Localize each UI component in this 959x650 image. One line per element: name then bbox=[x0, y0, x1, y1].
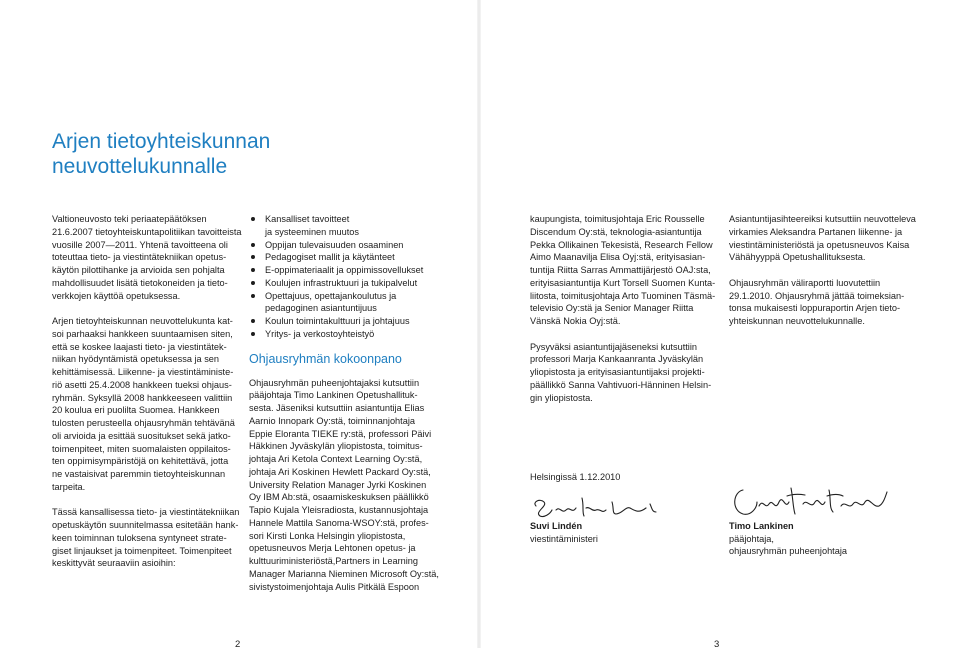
text-line: Pekka Ollikainen Tekesistä, Research Fellow bbox=[530, 239, 713, 250]
signatory-name: Suvi Lindén bbox=[530, 521, 583, 531]
column-4 bbox=[729, 213, 929, 341]
text-line: yhteiskunnan neuvottelukunnalle. bbox=[729, 316, 865, 326]
section-heading: Ohjausryhmän kokoonpano bbox=[249, 351, 402, 366]
paragraph bbox=[52, 315, 235, 494]
text-line: pääjohtaja Timo Lankinen Opetushallituk- bbox=[249, 390, 418, 401]
text-line: Ohjausryhmän puheenjohtajaksi kutsuttiin bbox=[249, 377, 420, 388]
text-line: että se koskee laajasti tieto- ja viestintätek- bbox=[52, 341, 227, 352]
text-line: yliopistosta ja erityisasiantuntijaksi projekti- bbox=[530, 367, 705, 377]
text-line: oli arvioida ja esittää suositukset sekä jatko- bbox=[52, 430, 231, 441]
paragraph bbox=[52, 506, 240, 570]
text-line: Aimo Maanavilja Elisa Oyj:stä, erityisasian- bbox=[530, 252, 706, 263]
place-and-date: Helsingissä 1.12.2010 bbox=[530, 472, 621, 482]
text-line: tulosten perusteella ohjausryhmän tehtävänä bbox=[52, 418, 235, 428]
column-3 bbox=[530, 213, 715, 417]
page-title bbox=[52, 129, 452, 179]
text-line: keskittyvät seuraaviin asioihin: bbox=[52, 558, 176, 569]
text-line: Pysyväksi asiantuntijajäseneksi kutsuttiin bbox=[530, 341, 697, 352]
text-line: Oy IBM Ab:stä, osaamiskeskuksen päällikkö bbox=[249, 492, 429, 503]
text-line: Valtioneuvosto teki periaatepäätöksen bbox=[52, 214, 207, 224]
list-item bbox=[249, 277, 439, 290]
text-line: Oppijan tulevaisuuden osaaminen bbox=[265, 239, 404, 250]
text-line: E-oppimateriaalit ja oppimissovellukset bbox=[265, 265, 424, 275]
list-item bbox=[249, 315, 439, 328]
text-line: Ohjausryhmän väliraportti luovutettiin bbox=[729, 277, 881, 288]
text-line: 21.6.2007 tietoyhteiskuntapolitiikan tavoitteista bbox=[52, 226, 242, 237]
text-line: pedagoginen asiantuntijuus bbox=[265, 303, 377, 314]
text-line: kaupungista, toimitusjohtaja Eric Rousselle bbox=[530, 214, 705, 224]
text-line: päällikkö Sanna Vahtivuori-Hänninen Helsin- bbox=[530, 379, 712, 390]
text-line: liitosta, toimitusjohtaja Arto Tuominen Täsmä- bbox=[530, 290, 716, 301]
column-1 bbox=[52, 213, 242, 583]
text-line: erityisasiantuntija Kurt Torsell Suomen Kunta- bbox=[530, 277, 716, 288]
text-line: Tässä kansallisessa tieto- ja viestintätekniikan bbox=[52, 507, 240, 518]
signatory-2 bbox=[729, 520, 847, 558]
paragraph bbox=[530, 213, 715, 328]
text-line: johtaja Ari Ketola Context Learning Oy:stä, bbox=[249, 454, 423, 464]
text-line: riö asetti 25.4.2008 hankkeen tueksi ohjaus- bbox=[52, 379, 232, 390]
text-line: Tapio Kujala Yleisradiosta, kustannusjohtaja bbox=[249, 505, 429, 515]
text-line: keen toiminnan tuloksena syntyneet strate- bbox=[52, 532, 227, 543]
paragraph bbox=[729, 277, 929, 328]
text-line: virkamies Aleksandra Partanen liikenne- ja bbox=[729, 226, 903, 237]
text-line: opetuskäytön suunnitelmassa esitetään hank- bbox=[52, 520, 239, 530]
paragraph bbox=[729, 213, 929, 264]
text-line: käytön pilottihanke ja arvioida sen pohjalta bbox=[52, 265, 225, 275]
text-line: televisio Oy:stä ja Senior Manager Riitta bbox=[530, 303, 694, 314]
text-line: sivistystoimenjohtaja Aulis Pitkälä Espoon bbox=[249, 581, 420, 592]
text-line: Koulujen infrastruktuuri ja tukipalvelut bbox=[265, 277, 418, 288]
page-fold bbox=[477, 0, 481, 648]
text-line: Häkkinen Jyväskylän yliopistosta, toimitus- bbox=[249, 441, 423, 452]
text-line: kehittämisessä. Liikenne- ja viestintäministe- bbox=[52, 367, 234, 377]
list-item bbox=[249, 251, 439, 264]
text-line: tonsa mukaisesti loppuraportin Arjen tieto- bbox=[729, 303, 901, 314]
page-number-right: 3 bbox=[714, 639, 720, 650]
text-line: Discendum Oy:stä, teknologia-asiantuntija bbox=[530, 226, 702, 237]
list-item bbox=[249, 290, 439, 316]
signatory-role: viestintäministeri bbox=[530, 533, 598, 544]
text-line: tuntija Riitta Sarras Ammattijärjestö OAJ:sta, bbox=[530, 265, 711, 275]
text-line: Yritys- ja verkostoyhteistyö bbox=[265, 328, 375, 339]
title-line: Arjen tietoyhteiskunnan bbox=[52, 130, 271, 153]
list-item bbox=[249, 328, 439, 341]
signatory-1 bbox=[530, 520, 598, 545]
page-number-left: 2 bbox=[235, 639, 241, 650]
text-line: Aarnio Innopark Oy:stä, toiminnanjohtaja bbox=[249, 415, 415, 426]
text-line: Manager Marianna Nieminen Microsoft Oy:stä, bbox=[249, 568, 439, 579]
text-line: ryhmän. Syksyllä 2008 hankkeeseen valittiin bbox=[52, 392, 233, 403]
text-line: johtaja Ari Koskinen Hewlett Packard Oy:stä, bbox=[249, 466, 431, 477]
text-line: niikan hyödyntämistä opetuksessa ja sen bbox=[52, 354, 220, 365]
text-line: Koulun toimintakulttuuri ja johtajuus bbox=[265, 316, 410, 326]
text-line: Vähähyyppä Opetushallituksesta. bbox=[729, 252, 866, 263]
text-line: kulttuuriministeriöstä,Partners in Learning bbox=[249, 556, 419, 566]
signatory-role: ohjausryhmän puheenjohtaja bbox=[729, 546, 847, 556]
title-line: neuvottelukunnalle bbox=[52, 155, 228, 178]
text-line: gin yliopistosta. bbox=[530, 392, 593, 403]
signature-lankinen bbox=[729, 480, 899, 524]
text-line: ja systeeminen muutos bbox=[265, 226, 359, 237]
text-line: mahdollisuudet lisätä tietokoneiden ja tieto- bbox=[52, 277, 228, 288]
text-line: 20 koulua eri puolilta Suomea. Hankkeen bbox=[52, 405, 220, 416]
list-item bbox=[249, 239, 439, 252]
text-line: toimenpiteet, miten suomalaisten oppilaitos- bbox=[52, 443, 231, 454]
signatory-role: pääjohtaja, bbox=[729, 533, 774, 544]
paragraph bbox=[249, 377, 439, 594]
text-line: Opettajuus, opettajankoulutus ja bbox=[265, 290, 397, 301]
text-line: Pedagogiset mallit ja käytänteet bbox=[265, 252, 395, 263]
paragraph bbox=[530, 341, 715, 405]
paragraph bbox=[52, 213, 242, 302]
focus-areas-list bbox=[249, 213, 439, 341]
column-2 bbox=[249, 213, 439, 606]
text-line: giset linjaukset ja toimenpiteet. Toimenpiteet bbox=[52, 545, 232, 556]
text-line: Kansalliset tavoitteet bbox=[265, 214, 350, 224]
text-line: vuosille 2007—2011. Yhtenä tavoitteena oli bbox=[52, 239, 228, 250]
text-line: Hannele Mattila Sanoma-WSOY:stä, profes- bbox=[249, 517, 429, 528]
list-item bbox=[249, 264, 439, 277]
signatory-name: Timo Lankinen bbox=[729, 521, 794, 531]
text-line: viestintäministeriöstä ja opetusneuvos Kaisa bbox=[729, 239, 910, 250]
text-line: opetusneuvos Merja Lehtonen opetus- ja bbox=[249, 543, 416, 554]
text-line: 29.1.2010. Ohjausryhmä jättää toimeksian- bbox=[729, 290, 905, 301]
text-line: Vänskä Nokia Oyj:stä. bbox=[530, 316, 621, 326]
text-line: Asiantuntijasihteereiksi kutsuttiin neuvotteleva bbox=[729, 214, 916, 224]
text-line: tarpeita. bbox=[52, 481, 86, 492]
text-line: verkkojen käyttöä opetuksessa. bbox=[52, 290, 181, 301]
text-line: sesta. Jäseniksi kutsuttiin asiantuntija Elias bbox=[249, 403, 425, 413]
text-line: ten oppimisympäristöjä on kehitettävä, jotta bbox=[52, 456, 229, 467]
text-line: ne vastaisivat paremmin tietoyhteiskunnan bbox=[52, 469, 226, 479]
list-item bbox=[249, 213, 439, 239]
text-line: sori Kirsti Lonka Helsingin yliopistosta, bbox=[249, 530, 406, 541]
text-line: toteuttaa tieto- ja viestintätekniikan opetus- bbox=[52, 252, 227, 263]
text-line: professori Marja Kankaanranta Jyväskylän bbox=[530, 354, 704, 365]
text-line: soi parhaaksi hankkeen suuntaamisen siten, bbox=[52, 328, 233, 339]
text-line: University Relation Manager Jyrki Koskinen bbox=[249, 479, 427, 490]
text-line: Arjen tietoyhteiskunnan neuvottelukunta kat- bbox=[52, 316, 233, 326]
text-line: Eppie Eloranta TIEKE ry:stä, professori Päivi bbox=[249, 428, 432, 439]
